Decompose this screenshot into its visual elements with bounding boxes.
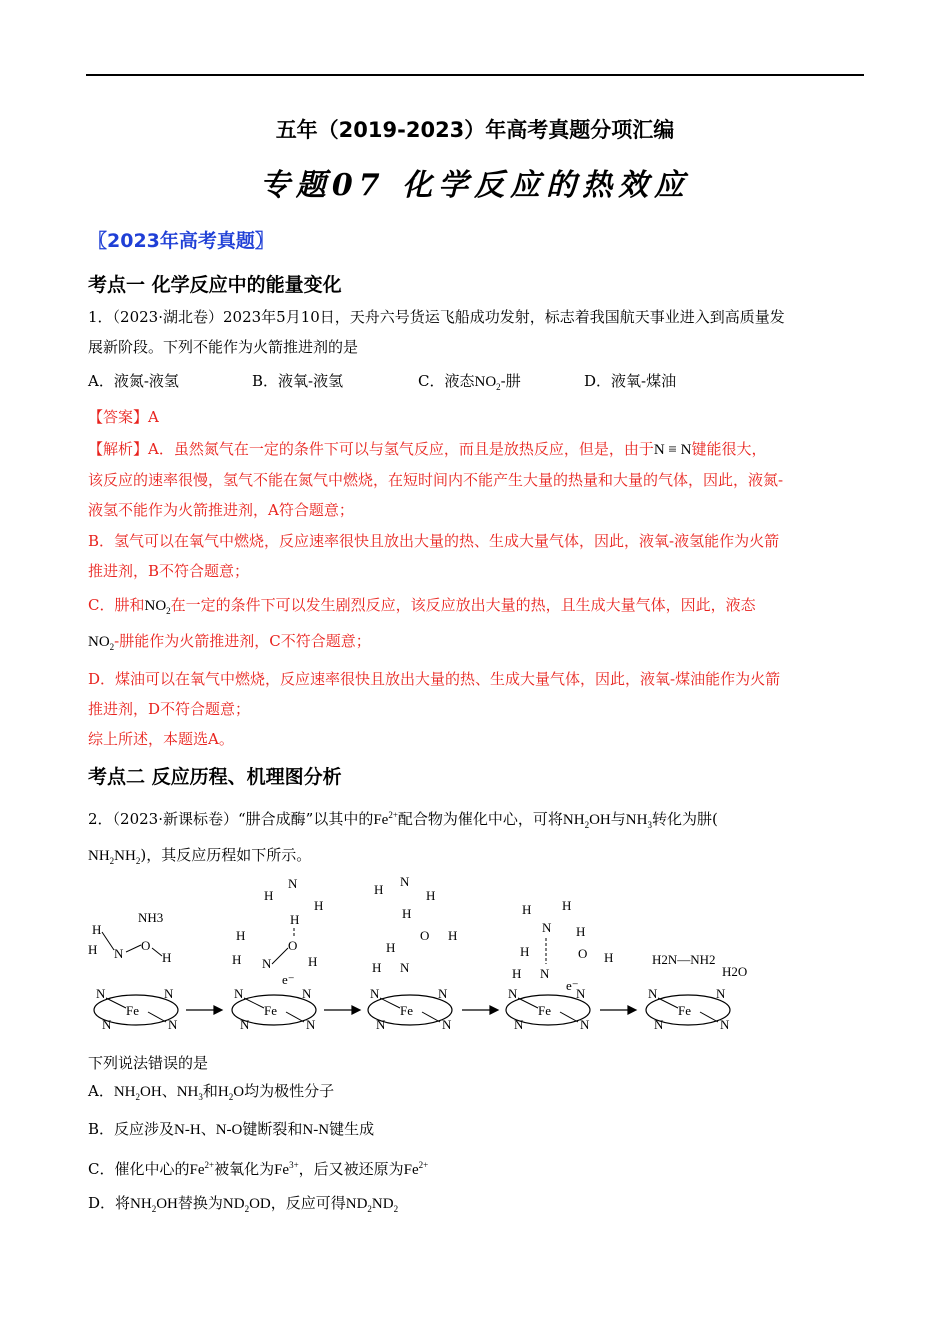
svg-text:N: N [240, 1017, 250, 1032]
no2-formula: $NO_2$ [474, 374, 501, 392]
svg-text:H2O: H2O [722, 964, 748, 979]
svg-text:O: O [141, 938, 151, 953]
fe-complex-2 [232, 986, 316, 1032]
reaction-mechanism-diagram [86, 870, 786, 1040]
svg-text:H: H [402, 906, 412, 921]
svg-text:N: N [234, 986, 244, 1001]
svg-text:N: N [540, 966, 550, 981]
svg-text:H: H [314, 898, 324, 913]
svg-text:N: N [376, 1017, 386, 1032]
svg-text:N: N [306, 1017, 316, 1032]
fe-complex-5 [646, 986, 730, 1032]
svg-text:Fe: Fe [126, 1003, 139, 1018]
q1-option-a: A．液氮-液氢 [88, 372, 179, 390]
q1-explanation-d: D．煤油可以在氧气中燃烧，反应速率很快且放出大量的热、生成大量气体，因此，液氧-煤油能作为火箭 推进剂，D不符合题意； 综上所述，本题选A。 [88, 664, 868, 754]
svg-text:Fe: Fe [400, 1003, 413, 1018]
kaodian-2-heading: 考点二 反应历程、机理图分析 [88, 766, 342, 788]
svg-text:H: H [520, 944, 530, 959]
svg-text:N: N [262, 956, 272, 971]
q1-explanation-a: 【解析】A．虽然氮气在一定的条件下可以与氢气反应，而且是放热反应，但是，由于N ≡ N键能很大， 该反应的速率很慢，氢气不能在氮气中燃烧，在短时间内不能产生大量的热量和大量的气体，因此，液氮- 液氢不能作为火箭推进剂，A符合题意； [88, 440, 784, 519]
q2-option-d: D．将$NH_2OH$替换为$ND_2OD$，反应可得$ND_2ND_2$ [88, 1194, 399, 1214]
svg-text:H: H [426, 888, 436, 903]
page-title: 五年（2019-2023）年高考真题分项汇编 [275, 118, 675, 142]
svg-text:H: H [92, 922, 102, 937]
svg-text:H: H [562, 898, 572, 913]
svg-text:H: H [236, 928, 246, 943]
svg-text:H: H [372, 960, 382, 975]
svg-text:H: H [604, 950, 614, 965]
svg-text:e⁻: e⁻ [282, 972, 295, 987]
svg-text:H: H [576, 924, 586, 939]
svg-text:H: H [308, 954, 318, 969]
svg-text:N: N [370, 986, 380, 1001]
svg-text:H: H [386, 940, 396, 955]
top-rule [86, 74, 864, 76]
svg-text:H: H [290, 912, 300, 927]
q1-stem-line1: 1．（2023·湖北卷）2023年5月10日，天舟六号货运飞船成功发射，标志着我国航天事业进入到高质量发 [88, 308, 785, 326]
svg-text:N: N [580, 1017, 590, 1032]
page-subtitle: 专题07 化学反应的热效应 [259, 168, 691, 203]
svg-text:H: H [374, 882, 384, 897]
q2-option-c: C．催化中心的$Fe^{2+}$被氧化为$Fe^{3+}$，后又被还原为$Fe^{2+}$ [88, 1160, 429, 1178]
q1-summary: 综上所述，本题选A。 [88, 730, 234, 748]
svg-text:O: O [578, 946, 588, 961]
svg-text:N: N [542, 920, 552, 935]
svg-text:N: N [442, 1017, 452, 1032]
svg-text:N: N [648, 986, 658, 1001]
svg-text:N: N [508, 986, 518, 1001]
svg-text:N: N [514, 1017, 524, 1032]
svg-text:N: N [438, 986, 448, 1001]
q1-explanation-c: C．肼和$NO_2$在一定的条件下可以发生剧烈反应，该反应放出大量的热，且生成大量气体，因此，液态 $NO_2-$肼能作为火箭推进剂，C不符合题意； [88, 596, 756, 652]
svg-text:N: N [400, 960, 410, 975]
q1-option-d: D．液氧-煤油 [584, 372, 677, 390]
q2-option-a: A．$NH_2OH$、$NH_3$和$H_2O$均为极性分子 [88, 1082, 335, 1102]
q2-question: 下列说法错误的是 [88, 1054, 209, 1072]
q1-stem-line2: 展新阶段。下列不能作为火箭推进剂的是 [88, 338, 359, 356]
svg-text:H2N—NH2: H2N—NH2 [652, 952, 716, 967]
svg-text:N: N [96, 986, 106, 1001]
svg-text:H: H [264, 888, 274, 903]
q1-option-b: B．液氧-液氢 [252, 372, 344, 390]
svg-text:Fe: Fe [538, 1003, 551, 1018]
svg-text:N: N [102, 1017, 112, 1032]
svg-text:Fe: Fe [264, 1003, 277, 1018]
svg-text:N: N [654, 1017, 664, 1032]
svg-text:N: N [168, 1017, 178, 1032]
svg-text:N: N [302, 986, 312, 1001]
svg-text:NH3: NH3 [138, 910, 164, 925]
q1-answer: 【答案】A [88, 408, 159, 426]
q1-option-c: C．液态$NO_2-$肼 [418, 372, 521, 392]
svg-text:H: H [522, 902, 532, 917]
svg-text:e⁻: e⁻ [566, 978, 579, 993]
q1-stem [88, 302, 868, 362]
svg-text:N: N [288, 876, 298, 891]
svg-text:H: H [232, 952, 242, 967]
fe-complex-3 [368, 986, 452, 1032]
svg-text:N: N [400, 874, 410, 889]
svg-text:H: H [448, 928, 458, 943]
svg-text:Fe: Fe [678, 1003, 691, 1018]
svg-text:H: H [88, 942, 98, 957]
svg-text:N: N [114, 946, 124, 961]
svg-text:O: O [288, 938, 298, 953]
svg-text:N: N [716, 986, 726, 1001]
q2-stem: 2．（2023·新课标卷）“肼合成酶”以其中的$Fe^{2+}$配合物为催化中心，可将$NH_2OH$与$NH_3$转化为肼( $NH_2NH_2$)，其反应历程如下所示。 [88, 810, 718, 866]
svg-text:N: N [720, 1017, 730, 1032]
svg-text:O: O [420, 928, 430, 943]
svg-text:N: N [576, 986, 586, 1001]
section-heading: 〖2023年高考真题〗 [88, 230, 274, 252]
svg-text:N: N [164, 986, 174, 1001]
svg-text:H: H [512, 966, 522, 981]
fe-complex-1 [94, 986, 178, 1032]
q1-explanation-b: B．氢气可以在氧气中燃烧，反应速率很快且放出大量的热、生成大量气体，因此，液氧-液氢能作为火箭 推进剂，B不符合题意； [88, 532, 780, 580]
triple-bond-formula: N ≡ N [653, 442, 692, 458]
q2-option-b: B．反应涉及N-H、N-O键断裂和N-N键生成 [88, 1120, 375, 1138]
kaodian-1-heading: 考点一 化学反应中的能量变化 [88, 274, 342, 296]
svg-text:H: H [162, 950, 172, 965]
